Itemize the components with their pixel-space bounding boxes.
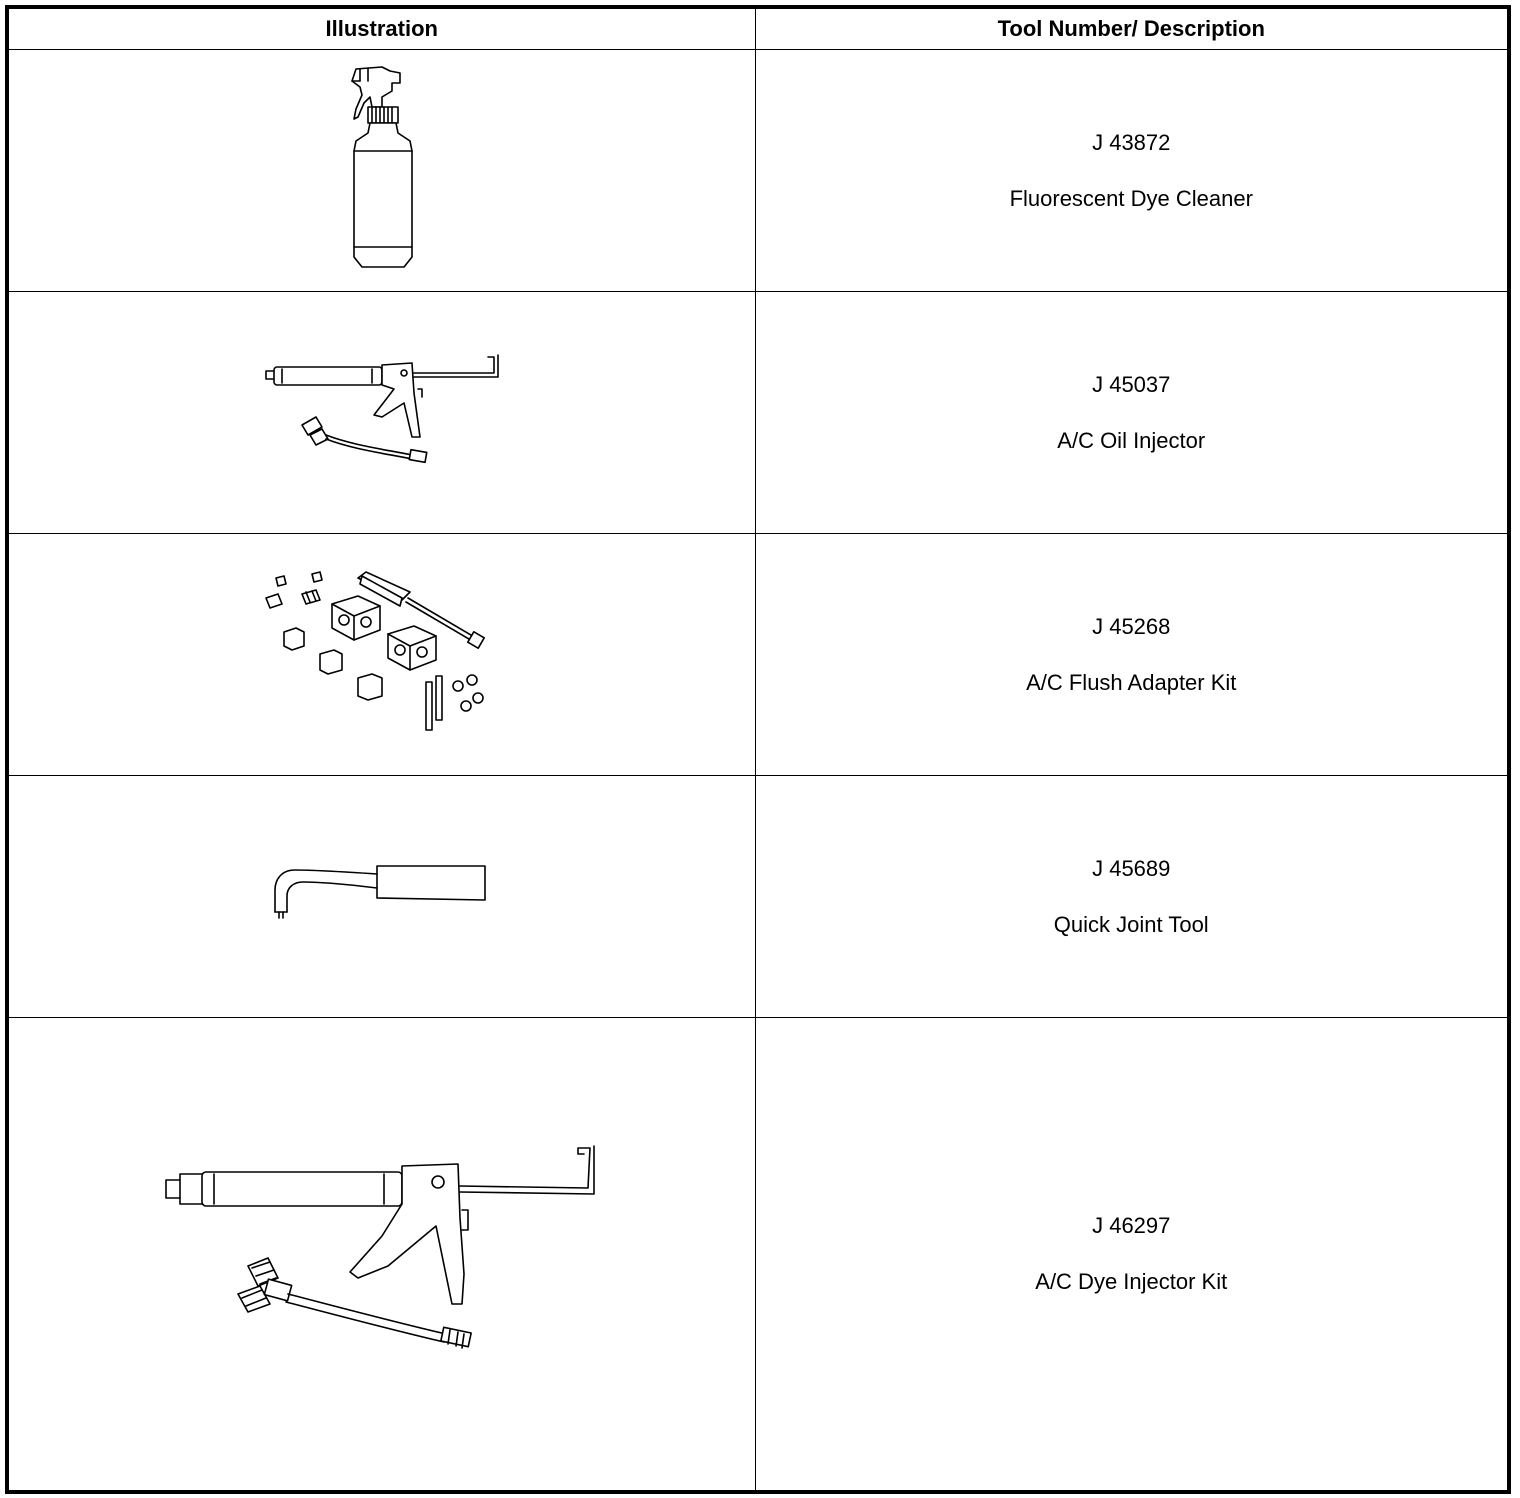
tool-number: J 45689	[1092, 855, 1171, 881]
tool-number: J 45037	[1092, 371, 1171, 397]
tool-description: A/C Dye Injector Kit	[1035, 1268, 1228, 1294]
description-cell	[755, 776, 1509, 1018]
illustration-cell	[7, 1018, 755, 1492]
table-row	[7, 50, 1509, 292]
illustration-cell	[7, 292, 755, 534]
table-row	[7, 1018, 1509, 1492]
tool-number: J 46297	[1092, 1212, 1171, 1238]
description-cell	[755, 50, 1509, 292]
oil-injector-gun-icon	[262, 353, 502, 473]
table-row	[7, 292, 1509, 534]
tools-table	[5, 5, 1511, 1494]
quick-joint-tool-icon	[267, 862, 497, 932]
tool-description: Quick Joint Tool	[1053, 911, 1209, 937]
table-row	[7, 776, 1509, 1018]
description-cell	[755, 292, 1509, 534]
spray-bottle-icon	[312, 61, 452, 281]
illustration-cell	[7, 776, 755, 1018]
dye-injector-gun-icon	[162, 1144, 602, 1364]
tool-description: Fluorescent Dye Cleaner	[1009, 185, 1253, 211]
description-cell	[755, 534, 1509, 776]
table-header-row	[7, 7, 1509, 50]
flush-adapter-kit-icon	[262, 570, 502, 740]
tool-number: J 43872	[1092, 129, 1171, 155]
illustration-cell	[7, 50, 755, 292]
tool-number: J 45268	[1092, 613, 1171, 639]
illustration-cell	[7, 534, 755, 776]
tool-description: A/C Flush Adapter Kit	[1026, 669, 1237, 695]
table-row	[7, 534, 1509, 776]
header-illustration: Illustration	[7, 7, 755, 50]
header-tool-number-description: Tool Number/ Description	[755, 7, 1509, 50]
description-cell	[755, 1018, 1509, 1492]
tool-description: A/C Oil Injector	[1057, 427, 1206, 453]
